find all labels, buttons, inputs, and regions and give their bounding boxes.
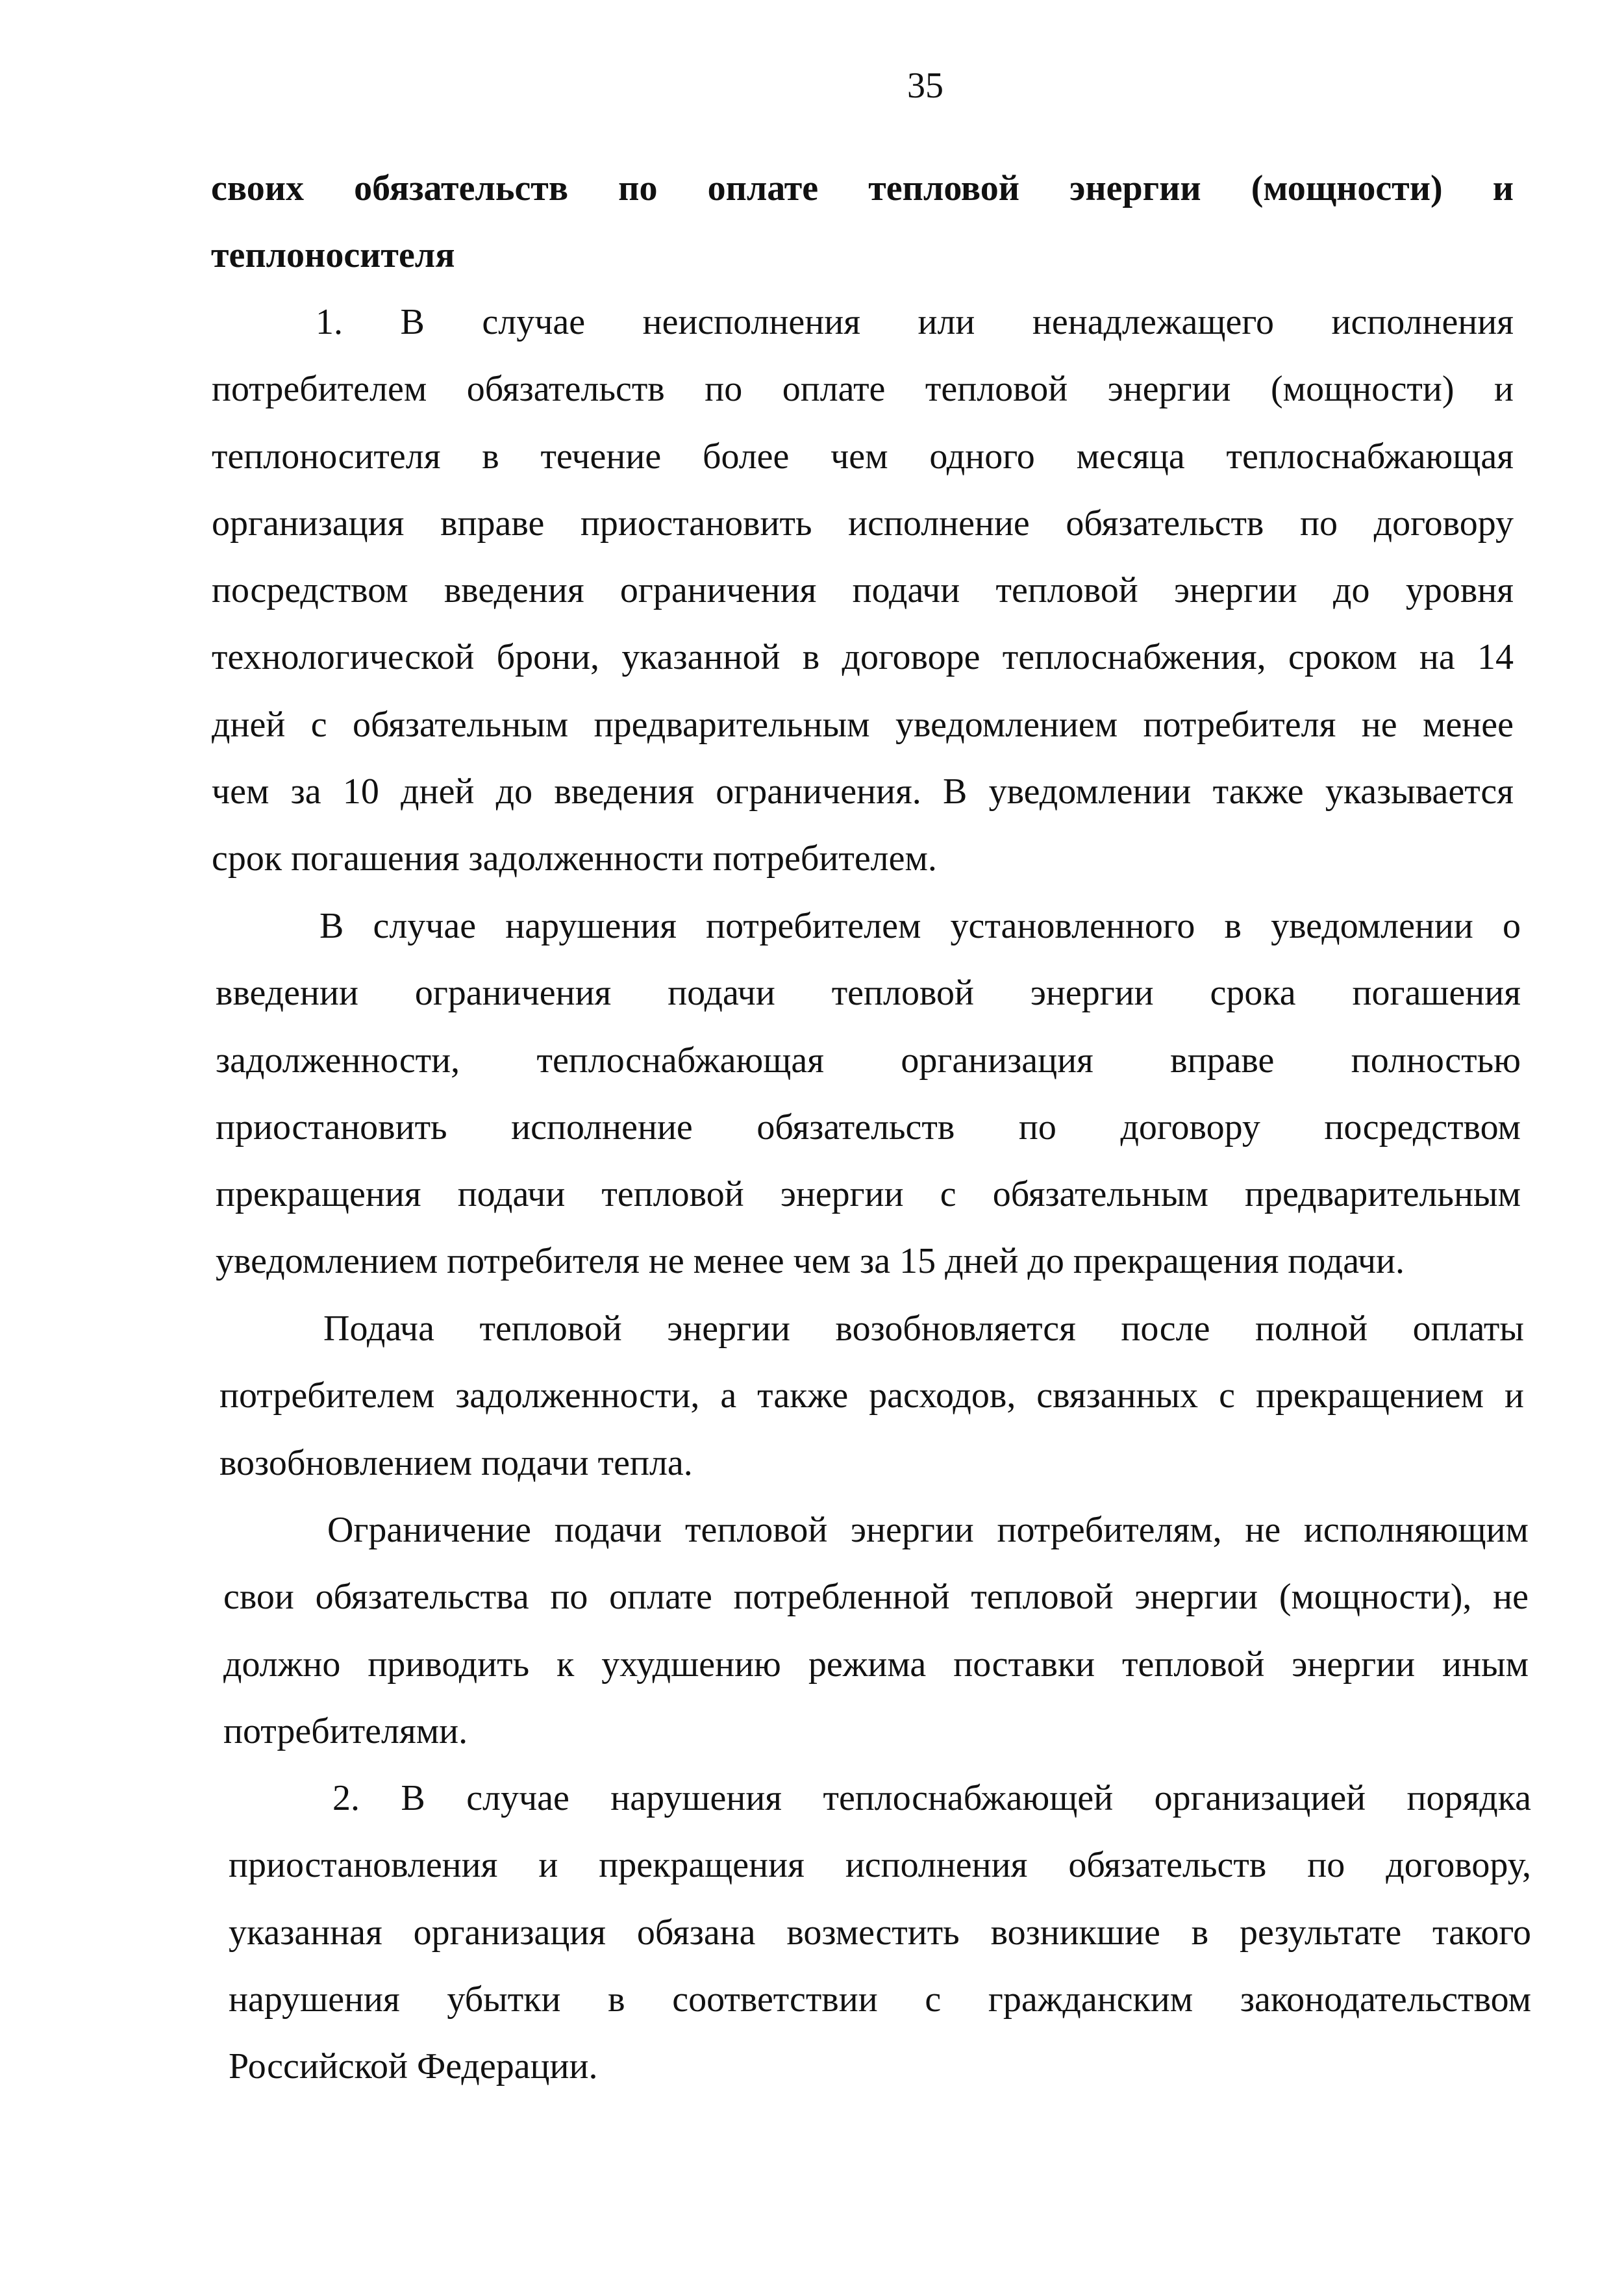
text-line: технологической брони, указанной в договоре теплоснабжения, сроком на 14 [212,637,1514,678]
text-line: приостановить исполнение обязательств по договору посредством [216,1107,1521,1147]
text-line: приостановления и прекращения исполнения обязательств по договору, [229,1845,1531,1886]
page-number: 35 [907,66,943,106]
text-line: введении ограничения подачи тепловой энергии срока погашения [216,973,1521,1014]
text-line: Ограничение подачи тепловой энергии потребителям, не исполняющим [327,1510,1529,1550]
text-line: задолженности, теплоснабжающая организация вправе полностью [216,1040,1521,1081]
section-heading [211,155,1514,290]
text-line: дней с обязательным предварительным уведомлением потребителя не менее [212,704,1514,745]
text-line: уведомлением потребителя не менее чем за 15 дней до прекращения подачи. [216,1241,1405,1282]
text-line: указанная организация обязана возместить возникшие в результате такого [229,1912,1531,1953]
paragraph-3 [219,1296,1524,1497]
text-line: срок погашения задолженности потребителем. [212,838,937,879]
text-line: чем за 10 дней до введения ограничения. В уведомлении также указывается [212,771,1514,812]
text-line: потребителем задолженности, а также расходов, связанных с прекращением и [219,1375,1524,1416]
text-line: нарушения убытки в соответствии с гражданским законодательством [229,1979,1531,2020]
paragraph-2 [216,893,1521,1296]
paragraph-4 [223,1497,1529,1765]
text-line: потребителями. [223,1710,468,1751]
text-line: посредством введения ограничения подачи тепловой энергии до уровня [212,570,1514,611]
text-line: теплоносителя в течение более чем одного месяца теплоснабжающая [212,436,1514,477]
paragraph-5 [229,1765,1531,2100]
text-line: 2. В случае нарушения теплоснабжающей организацией порядка [332,1778,1531,1818]
text-line: должно приводить к ухудшению режима поставки тепловой энергии иным [223,1644,1529,1685]
text-line: Подача тепловой энергии возобновляется после полной оплаты [323,1309,1524,1349]
text-line: своих обязательств по оплате тепловой энергии (мощности) и [211,168,1514,208]
text-line: организация вправе приостановить исполнение обязательств по договору [212,503,1514,544]
text-line: теплоносителя [211,235,455,276]
text-line: Российской Федерации. [229,2046,598,2087]
text-line: возобновлением подачи тепла. [219,1442,693,1483]
text-line: потребителем обязательств по оплате тепловой энергии (мощности) и [212,369,1514,410]
text-line: В случае нарушения потребителем установленного в уведомлении о [319,906,1521,946]
paragraph-1 [212,289,1514,893]
text-line: свои обязательства по оплате потребленной тепловой энергии (мощности), не [223,1577,1529,1618]
text-line: прекращения подачи тепловой энергии с обязательным предварительным [216,1174,1521,1215]
text-line: 1. В случае неисполнения или ненадлежащего исполнения [316,302,1514,342]
